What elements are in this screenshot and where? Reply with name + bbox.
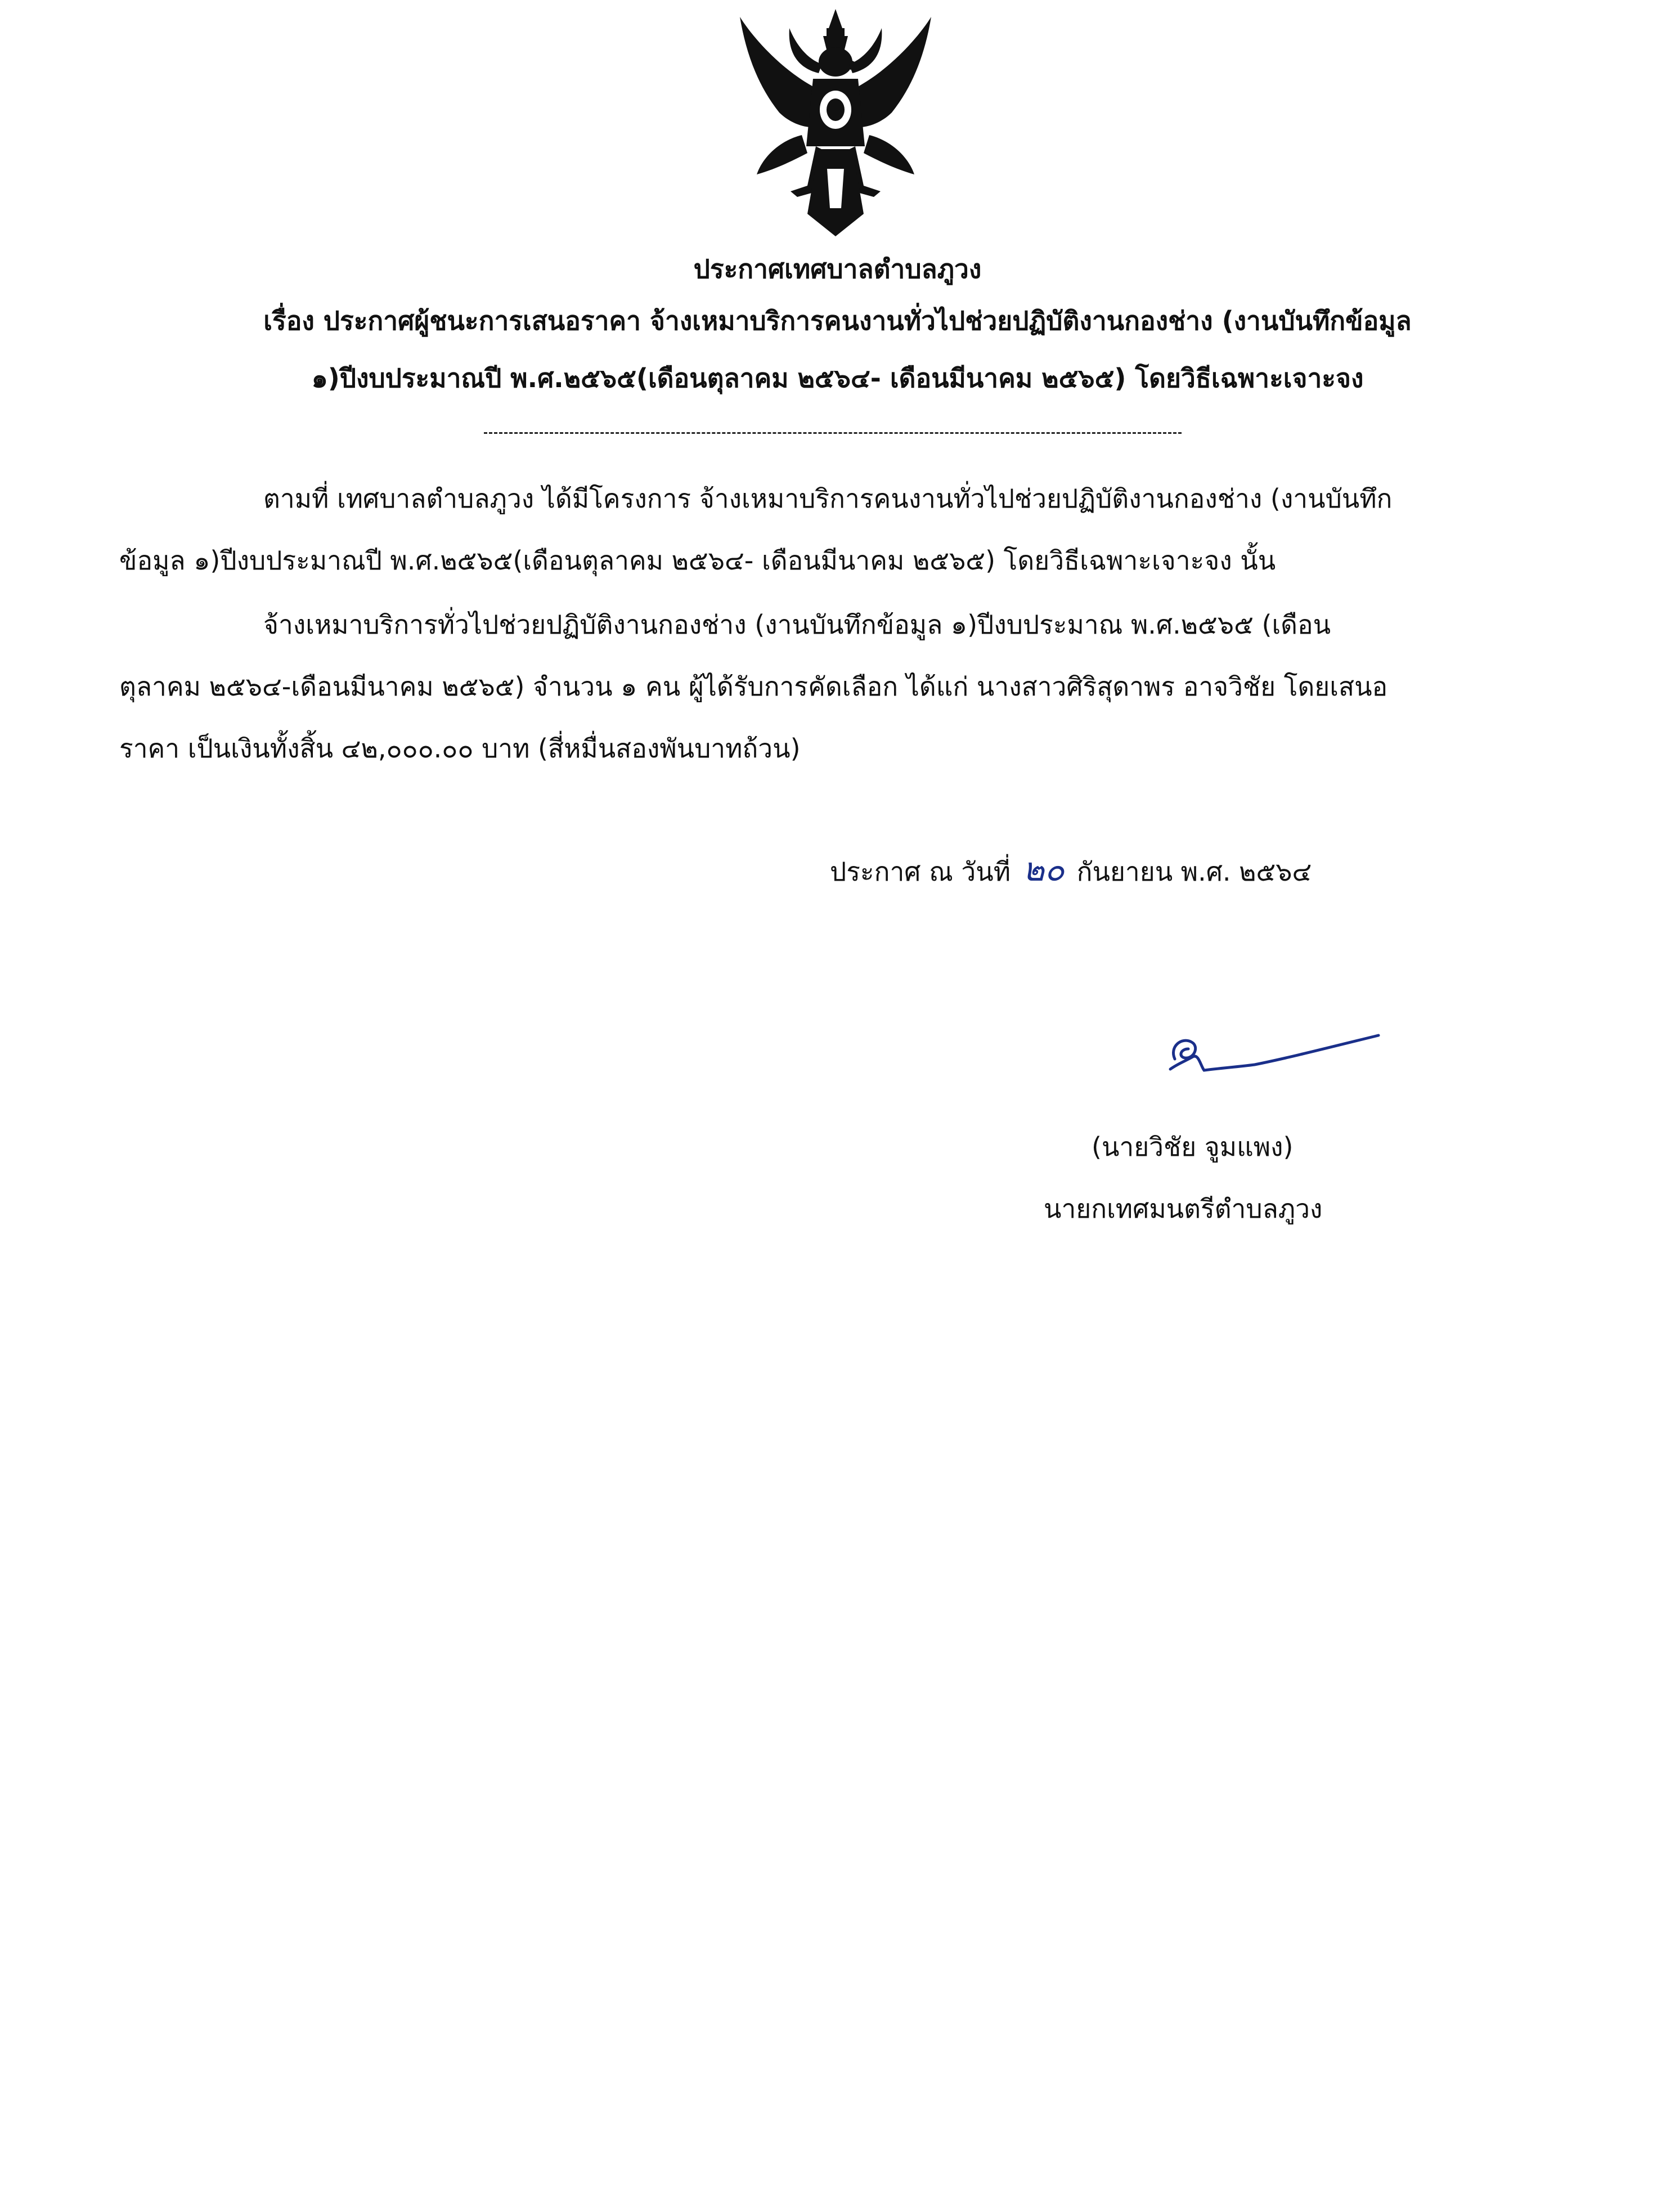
signatory-title: นายกเทศมนตรีตำบลภูวง xyxy=(1044,1194,1323,1224)
body-paragraph-1-line-2: ข้อมูล ๑)ปีงบประมาณปี พ.ศ.๒๕๖๕(เดือนตุลาคม ๒๕๖๔- เดือนมีนาคม ๒๕๖๕) โดยวิธีเฉพาะเจาะจง นั้น xyxy=(119,545,1276,576)
subject-line-1: เรื่อง ประกาศผู้ชนะการเสนอราคา จ้างเหมาบริการคนงานทั่วไปช่วยปฏิบัติงานกองช่าง (งานบันทึกข้อมูล xyxy=(263,306,1412,336)
garuda-emblem-icon xyxy=(723,6,948,242)
divider xyxy=(484,432,1182,434)
body-paragraph-2-line-2: ตุลาคม ๒๕๖๔-เดือนมีนาคม ๒๕๖๕) จำนวน ๑ คน ผู้ได้รับการคัดเลือก ได้แก่ นางสาวศิริสุดาพร อาจวิชัย โดยเสนอ xyxy=(119,671,1388,702)
subject-line-2: ๑)ปีงบประมาณปี พ.ศ.๒๕๖๕(เดือนตุลาคม ๒๕๖๔- เดือนมีนาคม ๒๕๖๕) โดยวิธีเฉพาะเจาะจง xyxy=(311,363,1364,393)
body-paragraph-1-line-1: ตามที่ เทศบาลตำบลภูวง ได้มีโครงการ จ้างเหมาบริการคนงานทั่วไปช่วยปฏิบัติงานกองช่าง (งานบันทึก xyxy=(263,483,1393,514)
body-paragraph-2-line-1: จ้างเหมาบริการทั่วไปช่วยปฏิบัติงานกองช่าง (งานบันทึกข้อมูล ๑)ปีงบประมาณ พ.ศ.๒๕๖๕ (เดือน xyxy=(263,609,1331,640)
document-title: ประกาศเทศบาลตำบลภูวง xyxy=(693,254,982,284)
signatory-name: (นายวิชัย จูมแพง) xyxy=(1092,1132,1294,1162)
announcement-date xyxy=(830,850,1312,889)
body-paragraph-2-line-3: ราคา เป็นเงินทั้งสิ้น ๔๒,๐๐๐.๐๐ บาท (สี่หมื่นสองพันบาทถ้วน) xyxy=(119,733,801,764)
handwritten-day: ๒๐ xyxy=(1023,850,1065,889)
date-suffix: กันยายน พ.ศ. ๒๕๖๔ xyxy=(1076,856,1312,887)
date-prefix: ประกาศ ณ วันที่ xyxy=(830,856,1011,887)
signature-icon xyxy=(1159,1024,1384,1092)
